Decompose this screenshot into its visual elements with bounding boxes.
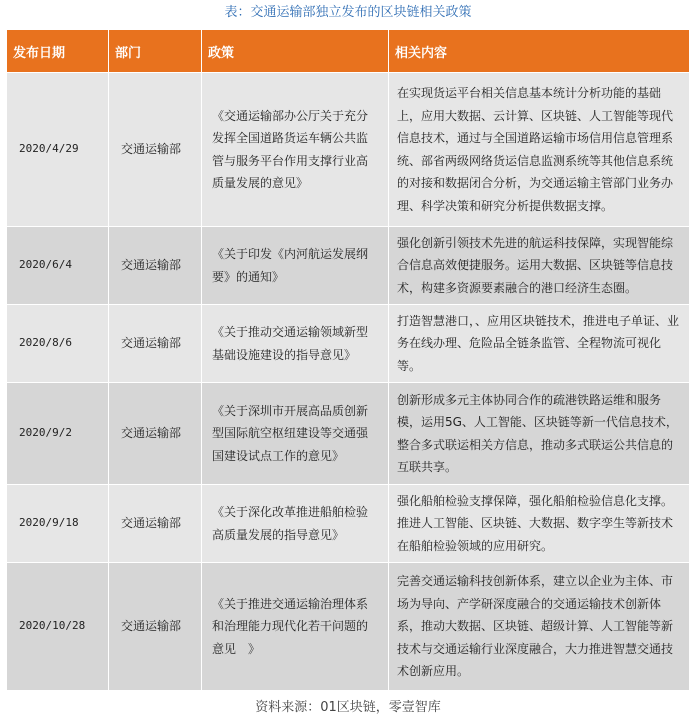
cell-content: 创新形成多元主体协同合作的疏港铁路运维和服务模，运用5G、人工智能、区块链等新一代信息技术，整合多式联运相关方信息，推动多式联运公共信息的互联共享。 — [389, 383, 690, 485]
cell-date: 2020/10/28 — [7, 563, 109, 691]
cell-policy: 《交通运输部办公厅关于充分发挥全国道路货运车辆公共监管与服务平台作用支撑行业高质量发展的意见》 — [202, 73, 389, 227]
cell-policy: 《关于深圳市开展高品质创新型国际航空枢纽建设等交通强国建设试点工作的意见》 — [202, 383, 389, 485]
cell-date: 2020/6/4 — [7, 227, 109, 305]
table-row — [7, 383, 690, 485]
cell-date: 2020/9/18 — [7, 485, 109, 563]
table-row — [7, 227, 690, 305]
table-row — [7, 485, 690, 563]
cell-policy: 《关于深化改革推进船舶检验高质量发展的指导意见》 — [202, 485, 389, 563]
header-dept: 部门 — [109, 30, 202, 73]
table-caption: 表：交通运输部独立发布的区块链相关政策 — [224, 5, 472, 20]
source-note: 资料来源：01区块链，零壹智库 — [255, 700, 441, 715]
cell-date: 2020/9/2 — [7, 383, 109, 485]
header-date: 发布日期 — [7, 30, 109, 73]
cell-dept: 交通运输部 — [109, 227, 202, 305]
table-row — [7, 305, 690, 383]
cell-content: 在实现货运平台相关信息基本统计分析功能的基础上，应用大数据、云计算、区块链、人工智能等现代信息技术，通过与全国道路运输市场信用信息管理系统、部省两级网络货运信息监测系统等其他信息系统的对接和数据闭合分析，为交通运输主管部门业务办理、科学决策和研究分析提供数据支撑。 — [389, 73, 690, 227]
cell-date: 2020/8/6 — [7, 305, 109, 383]
cell-content: 强化创新引领技术先进的航运科技保障，实现智能综合信息高效便捷服务。运用大数据、区块链等信息技术，构建多资源要素融合的港口经济生态圈。 — [389, 227, 690, 305]
cell-dept: 交通运输部 — [109, 73, 202, 227]
header-policy: 政策 — [202, 30, 389, 73]
cell-content: 打造智慧港口，、应用区块链技术，推进电子单证、业务在线办理、危险品全链条监管、全程物流可视化等。 — [389, 305, 690, 383]
policy-table — [6, 29, 690, 691]
cell-content: 强化船舶检验支撑保障，强化船舶检验信息化支撑。推进人工智能、区块链、大数据、数字孪生等新技术在船舶检验领域的应用研究。 — [389, 485, 690, 563]
cell-dept: 交通运输部 — [109, 305, 202, 383]
cell-policy: 《关于印发《内河航运发展纲要》的通知》 — [202, 227, 389, 305]
cell-dept: 交通运输部 — [109, 563, 202, 691]
cell-dept: 交通运输部 — [109, 485, 202, 563]
table-row — [7, 563, 690, 691]
cell-dept: 交通运输部 — [109, 383, 202, 485]
cell-policy: 《关于推动交通运输领域新型基础设施建设的指导意见》 — [202, 305, 389, 383]
cell-date: 2020/4/29 — [7, 73, 109, 227]
cell-policy: 《关于推进交通运输治理体系和治理能力现代化若干问题的意见 》 — [202, 563, 389, 691]
header-content: 相关内容 — [389, 30, 690, 73]
cell-content: 完善交通运输科技创新体系，建立以企业为主体、市场为导向、产学研深度融合的交通运输技术创新体系，推动大数据、区块链、超级计算、人工智能等新技术与交通运输行业深度融合，大力推进智慧交通技术创新应用。 — [389, 563, 690, 691]
table-row — [7, 73, 690, 227]
header-row — [7, 30, 690, 73]
